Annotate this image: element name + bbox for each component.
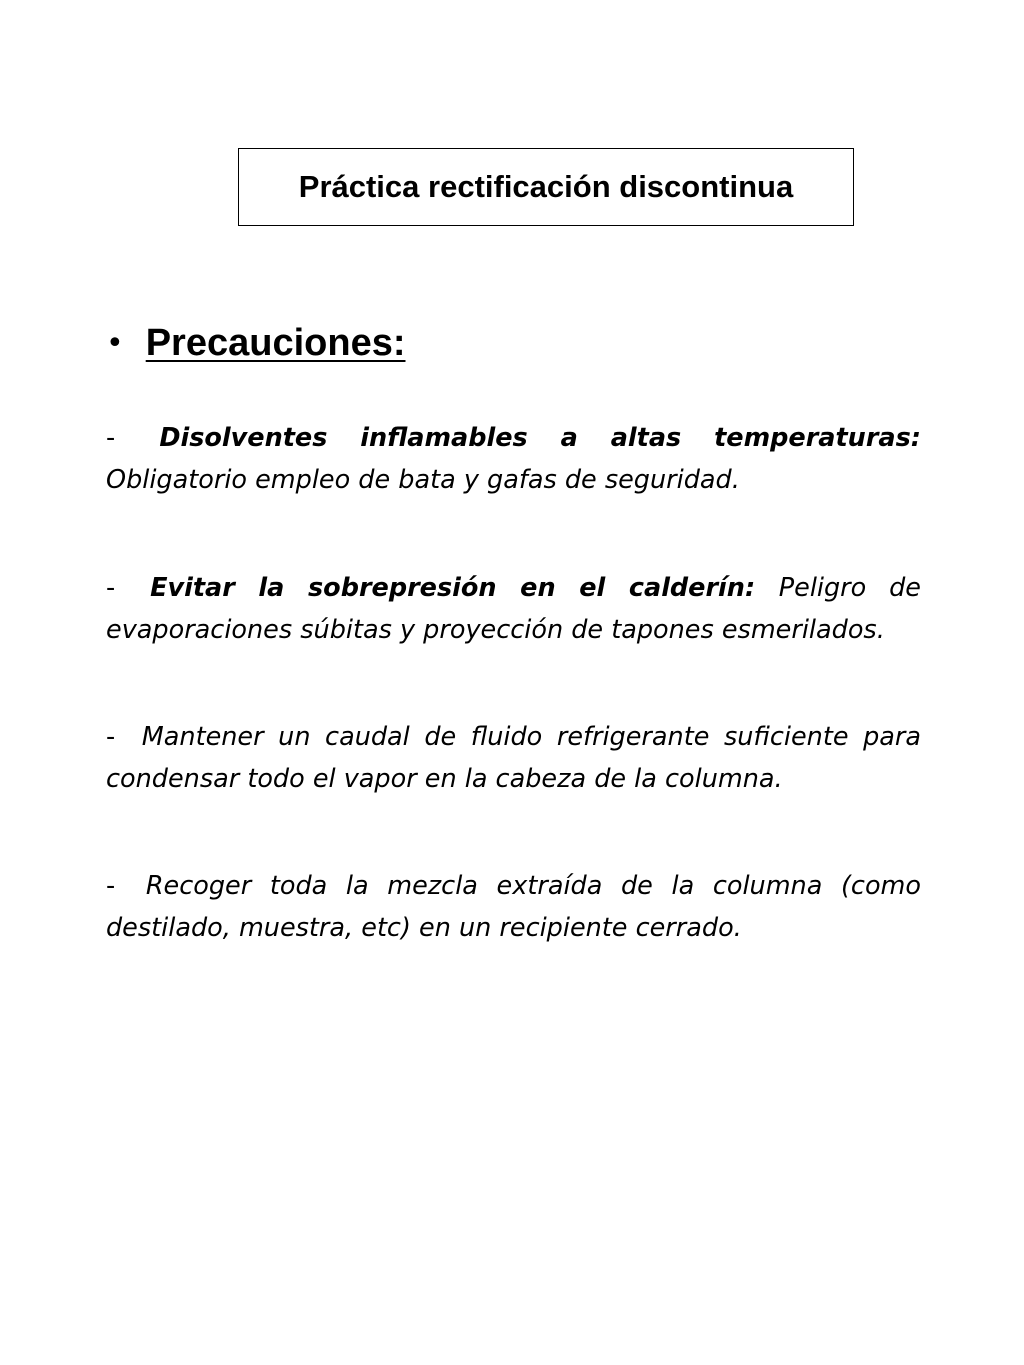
- page-title: Práctica rectificación discontinua: [298, 169, 794, 204]
- dash-marker: -: [106, 722, 116, 752]
- dash-marker: -: [106, 871, 116, 901]
- precaution-item-3: [106, 716, 921, 800]
- item-text: Peligro de evaporaciones súbitas y proyección de tapones esmerilados.: [106, 573, 921, 645]
- dash-marker: -: [106, 573, 116, 603]
- dash-marker: -: [106, 423, 116, 453]
- item-text: Mantener un caudal de fluido refrigerante suficiente para condensar todo el vapor en la cabeza de la columna.: [106, 722, 922, 794]
- item-lead: Disolventes inflamables a altas temperaturas:: [159, 423, 921, 453]
- item-lead: Evitar la sobrepresión en el calderín:: [150, 573, 779, 603]
- section-heading: [106, 322, 406, 365]
- item-text: Recoger toda la mezcla extraída de la columna (como destilado, muestra, etc) en un recipiente cerrado.: [106, 871, 921, 943]
- bullet-icon: •: [106, 325, 124, 361]
- item-text: Obligatorio empleo de bata y gafas de seguridad.: [106, 465, 740, 495]
- precaution-item-4: [106, 865, 921, 949]
- precaution-item-1: [106, 417, 921, 501]
- section-heading-text: Precauciones:: [145, 322, 406, 364]
- title-box: [238, 148, 854, 226]
- precaution-item-2: [106, 567, 921, 651]
